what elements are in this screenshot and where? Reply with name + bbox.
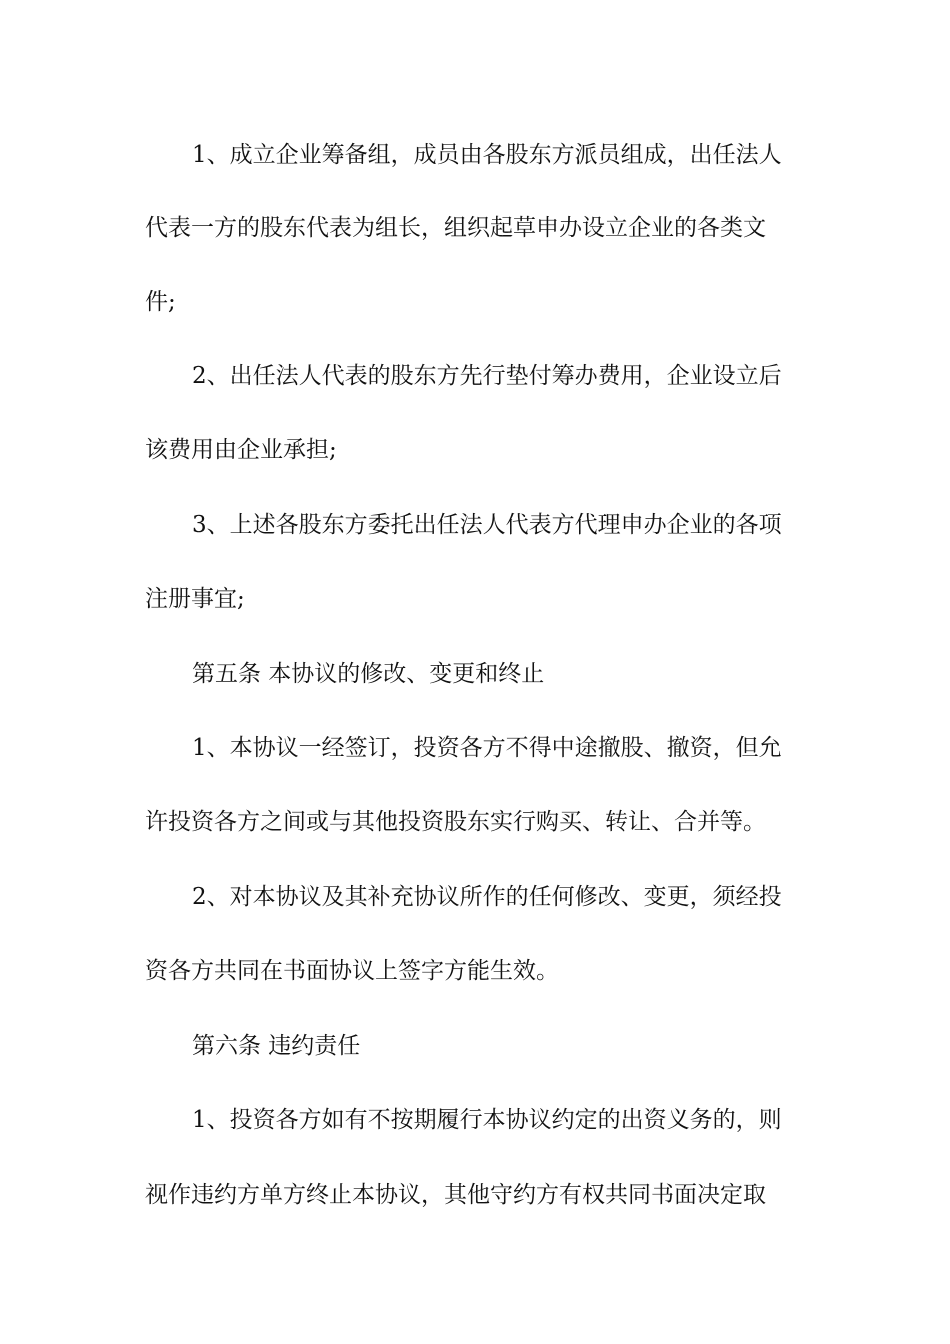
paragraph-4-line-1: 1、本协议一经签订，投资各方不得中途撤股、撤资，但允: [192, 735, 782, 761]
paragraph-2-line-1: 2、出任法人代表的股东方先行垫付筹办费用，企业设立后: [192, 363, 782, 389]
paragraph-3-line-2: 注册事宜;: [145, 586, 245, 612]
paragraph-6-line-2: 视作违约方单方终止本协议，其他守约方有权共同书面决定取: [145, 1182, 766, 1208]
paragraph-5-line-1: 2、对本协议及其补充协议所作的任何修改、变更，须经投: [192, 884, 782, 910]
paragraph-2-line-2: 该费用由企业承担;: [145, 437, 337, 463]
section-heading-article-5: 第五条 本协议的修改、变更和终止: [192, 661, 545, 687]
paragraph-6-line-1: 1、投资各方如有不按期履行本协议约定的出资义务的，则: [192, 1107, 782, 1133]
paragraph-1-line-2: 代表一方的股东代表为组长，组织起草申办设立企业的各类文: [145, 215, 766, 241]
paragraph-5-line-2: 资各方共同在书面协议上签字方能生效。: [145, 958, 559, 984]
paragraph-1-line-1: 1、成立企业筹备组，成员由各股东方派员组成，出任法人: [192, 142, 782, 168]
paragraph-4-line-2: 许投资各方之间或与其他投资股东实行购买、转让、合并等。: [145, 809, 766, 835]
paragraph-3-line-1: 3、上述各股东方委托出任法人代表方代理申办企业的各项: [192, 512, 782, 538]
section-heading-article-6: 第六条 违约责任: [192, 1033, 361, 1059]
paragraph-1-line-3: 件;: [145, 289, 176, 315]
